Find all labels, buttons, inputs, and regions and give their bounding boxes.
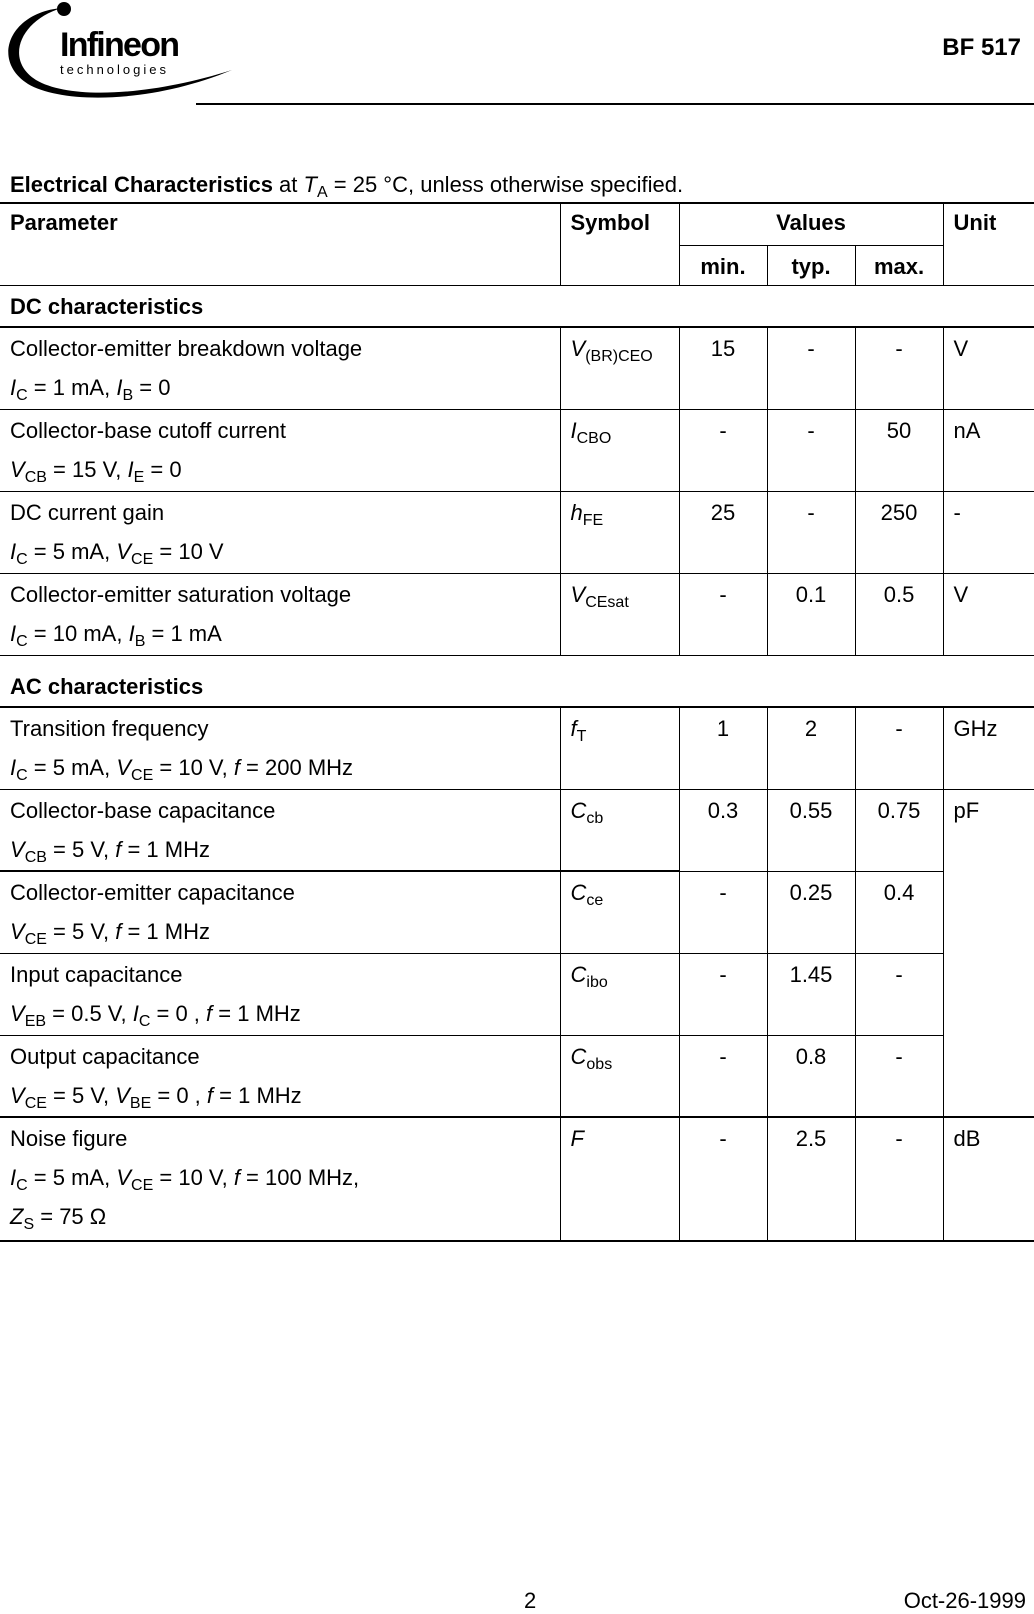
param-name: Noise figure xyxy=(10,1126,128,1151)
value-unit: pF xyxy=(943,789,1034,1117)
param-conditions-2: $Z_S = 75$ Ω xyxy=(10,1204,107,1233)
param-symbol: F xyxy=(560,1117,679,1241)
table-row xyxy=(0,789,1034,871)
param-name: Input capacitance xyxy=(10,961,183,987)
param-symbol: $C_{obs}$ xyxy=(560,1035,679,1117)
param-symbol: $C_{cb}$ xyxy=(560,789,679,871)
param-symbol: $C_{ibo}$ xyxy=(560,953,679,1035)
footer-date: Oct-26-1999 xyxy=(903,1588,1026,1613)
param-name: Collector-emitter saturation voltage xyxy=(10,581,352,607)
title-bold: Electrical Characteristics xyxy=(10,172,273,197)
value-unit: GHz xyxy=(943,707,1034,789)
value-min: 15 xyxy=(679,327,767,409)
logo-sub: technologies xyxy=(60,62,169,77)
param-symbol: $I_{CBO}$ xyxy=(560,409,679,491)
header-rule xyxy=(196,103,1034,105)
header-max: max. xyxy=(855,245,943,285)
param-conditions: $I_C = 5$ mA, $V_{CE} = 10$ V xyxy=(10,538,224,568)
param-name: Collector-emitter capacitance xyxy=(10,880,295,905)
value-max: - xyxy=(855,1117,943,1241)
param-name: DC current gain xyxy=(10,499,165,525)
value-min: - xyxy=(679,871,767,953)
value-max: 50 xyxy=(855,409,943,491)
header-values: Values xyxy=(679,203,943,245)
table-row xyxy=(0,573,1034,655)
param-conditions: $I_C = 5$ mA, $V_{CE} = 10$ V, f = 100 MHz, xyxy=(10,1165,360,1194)
param-name: Transition frequency xyxy=(10,716,209,741)
header-symbol: Symbol xyxy=(560,203,679,285)
value-typ: 2.5 xyxy=(767,1117,855,1241)
param-name: Collector-base capacitance xyxy=(10,797,276,823)
param-conditions: $V_{CB} = 15$ V, $I_E = 0$ xyxy=(10,456,182,486)
param-conditions: $V_{CE} = 5$ V, f = 1 MHz xyxy=(10,919,210,948)
param-name: Collector-base cutoff current xyxy=(10,417,286,443)
table-row xyxy=(0,491,1034,573)
value-max: 0.4 xyxy=(855,871,943,953)
title-text-a: at xyxy=(272,172,304,197)
title-ta-sub: A xyxy=(316,184,328,201)
header-typ: typ. xyxy=(767,245,855,285)
param-symbol: $V_{CEsat}$ xyxy=(560,573,679,655)
param-symbol: $h_{FE}$ xyxy=(560,491,679,573)
param-name: Collector-emitter breakdown voltage xyxy=(10,336,363,361)
header-unit: Unit xyxy=(943,203,1034,285)
page-number: 2 xyxy=(524,1588,537,1613)
value-typ: 0.8 xyxy=(767,1035,855,1117)
value-unit: V xyxy=(943,327,1034,409)
section-title xyxy=(10,172,684,201)
value-min: - xyxy=(679,409,767,491)
value-typ: 0.1 xyxy=(767,573,855,655)
param-conditions: $I_C = 1$ mA, $I_B = 0$ xyxy=(10,375,171,404)
value-typ: - xyxy=(767,491,855,573)
value-typ: - xyxy=(767,409,855,491)
value-unit: nA xyxy=(943,409,1034,491)
value-max: - xyxy=(855,953,943,1035)
value-min: 0.3 xyxy=(679,789,767,871)
table-row xyxy=(0,707,1034,789)
title-ta-symbol: T xyxy=(303,172,317,197)
value-max: - xyxy=(855,1035,943,1117)
table-row xyxy=(0,409,1034,491)
characteristics-table xyxy=(0,202,1034,1242)
param-conditions: $V_{EB} = 0.5$ V, $I_C = 0$ , f = 1 MHz xyxy=(10,1000,301,1030)
value-min: - xyxy=(679,573,767,655)
value-unit: - xyxy=(943,491,1034,573)
infineon-logo xyxy=(0,0,240,106)
value-min: - xyxy=(679,953,767,1035)
value-typ: 0.55 xyxy=(767,789,855,871)
param-conditions: $I_C = 10$ mA, $I_B = 1$ mA xyxy=(10,620,222,650)
section-dc: DC characteristics xyxy=(0,285,1034,327)
value-max: 0.5 xyxy=(855,573,943,655)
param-symbol: $C_{ce}$ xyxy=(560,871,679,953)
param-symbol: $V_{(BR)CEO}$ xyxy=(560,327,679,409)
title-text-b: = 25 °C, unless otherwise specified. xyxy=(327,172,684,197)
header-parameter: Parameter xyxy=(10,210,118,235)
param-conditions: $V_{CB} = 5$ V, f = 1 MHz xyxy=(10,836,210,866)
logo-name: Infineon xyxy=(60,26,180,64)
value-min: - xyxy=(679,1035,767,1117)
param-name: Output capacitance xyxy=(10,1043,200,1069)
value-unit: V xyxy=(943,573,1034,655)
value-max: 250 xyxy=(855,491,943,573)
header-min: min. xyxy=(679,245,767,285)
value-min: 25 xyxy=(679,491,767,573)
value-max: 0.75 xyxy=(855,789,943,871)
param-conditions: $I_C = 5$ mA, $V_{CE} = 10$ V, f = 200 MHz xyxy=(10,755,354,784)
table-row xyxy=(0,953,1034,1035)
table-row xyxy=(0,1035,1034,1117)
param-symbol: $f_T$ xyxy=(560,707,679,789)
section-ac: AC characteristics xyxy=(0,655,1034,707)
table-row xyxy=(0,1117,1034,1241)
value-min: - xyxy=(679,1117,767,1241)
value-typ: 0.25 xyxy=(767,871,855,953)
table-row xyxy=(0,871,1034,953)
value-min: 1 xyxy=(679,707,767,789)
value-typ: - xyxy=(767,327,855,409)
value-typ: 2 xyxy=(767,707,855,789)
value-max: - xyxy=(855,327,943,409)
param-conditions: $V_{CE} = 5$ V, $V_{BE} = 0$ , f = 1 MHz xyxy=(10,1082,302,1112)
table-row xyxy=(0,327,1034,409)
value-unit: dB xyxy=(943,1117,1034,1241)
value-typ: 1.45 xyxy=(767,953,855,1035)
part-number: BF 517 xyxy=(942,34,1021,61)
value-max: - xyxy=(855,707,943,789)
